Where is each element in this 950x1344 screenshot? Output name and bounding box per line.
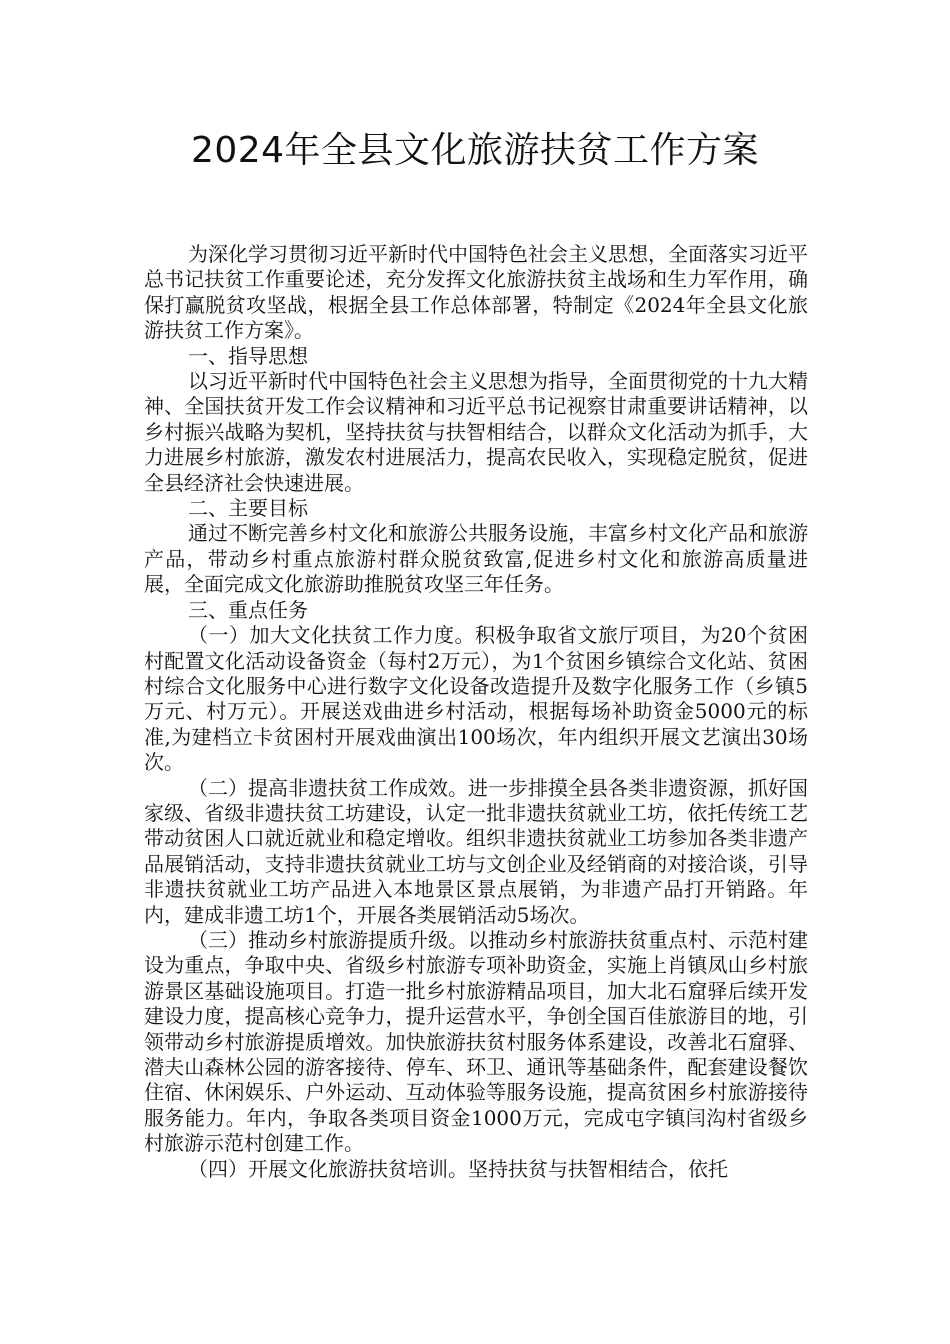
- intro-paragraph: 为深化学习贯彻习近平新时代中国特色社会主义思想，全面落实习近平总书记扶贫工作重要论述，充分发挥文化旅游扶贫主战场和生力军作用，确保打赢脱贫攻坚战，根据全县工作总体部署，特制定《2024年全县文化旅游扶贫工作方案》。: [144, 242, 808, 343]
- main-goals-paragraph: 通过不断完善乡村文化和旅游公共服务设施，丰富乡村文化产品和旅游产品，带动乡村重点旅游村群众脱贫致富,促进乡村文化和旅游高质量进展，全面完成文化旅游助推脱贫攻坚三年任务。: [144, 521, 808, 597]
- task-paragraph-3: （三）推动乡村旅游提质升级。以推动乡村旅游扶贫重点村、示范村建设为重点，争取中央、省级乡村旅游专项补助资金，实施上肖镇凤山乡村旅游景区基础设施项目。打造一批乡村旅游精品项目，加大北石窟驿后续开发建设力度，提高核心竞争力，提升运营水平，争创全国百佳旅游目的地，引领带动乡村旅游提质增效。加快旅游扶贫村服务体系建设，改善北石窟驿、潜夫山森林公园的游客接待、停车、环卫、通讯等基础条件，配套建设餐饮住宿、休闲娱乐、户外运动、互动体验等服务设施，提高贫困乡村旅游接待服务能力。年内，争取各类项目资金1000万元，完成屯字镇闫沟村省级乡村旅游示范村创建工作。: [144, 927, 808, 1156]
- task-paragraph-1: （一）加大文化扶贫工作力度。积极争取省文旅厅项目，为20个贫困村配置文化活动设备资金（每村2万元），为1个贫困乡镇综合文化站、贫困村综合文化服务中心进行数字文化设备改造提升及数字化服务工作（乡镇5万元、村万元）。开展送戏曲进乡村活动，根据每场补助资金5000元的标准,为建档立卡贫困村开展戏曲演出100场次，年内组织开展文艺演出30场次。: [144, 623, 808, 775]
- document-body: [144, 242, 808, 1182]
- section-heading-key-tasks: 三、重点任务: [188, 597, 308, 622]
- document-title: 2024年全县文化旅游扶贫工作方案: [190, 130, 760, 171]
- section-heading-guiding-ideology: 一、指导思想: [188, 343, 308, 368]
- task-paragraph-4: （四）开展文化旅游扶贫培训。坚持扶贫与扶智相结合，依托: [188, 1156, 728, 1181]
- task-paragraph-2: （二）提高非遗扶贫工作成效。进一步排摸全县各类非遗资源，抓好国家级、省级非遗扶贫工坊建设，认定一批非遗扶贫就业工坊，依托传统工艺带动贫困人口就近就业和稳定增收。组织非遗扶贫就业工坊参加各类非遗产品展销活动，支持非遗扶贫就业工坊与文创企业及经销商的对接洽谈，引导非遗扶贫就业工坊产品进入本地景区景点展销，为非遗产品打开销路。年内，建成非遗工坊1个，开展各类展销活动5场次。: [144, 775, 808, 927]
- guiding-ideology-paragraph: 以习近平新时代中国特色社会主义思想为指导，全面贯彻党的十九大精神、全国扶贫开发工作会议精神和习近平总书记视察甘肃重要讲话精神，以乡村振兴战略为契机，坚持扶贫与扶智相结合，以群众文化活动为抓手，大力进展乡村旅游，激发农村进展活力，提高农民收入，实现稳定脱贫，促进全县经济社会快速进展。: [144, 369, 808, 495]
- section-heading-main-goals: 二、主要目标: [188, 496, 308, 521]
